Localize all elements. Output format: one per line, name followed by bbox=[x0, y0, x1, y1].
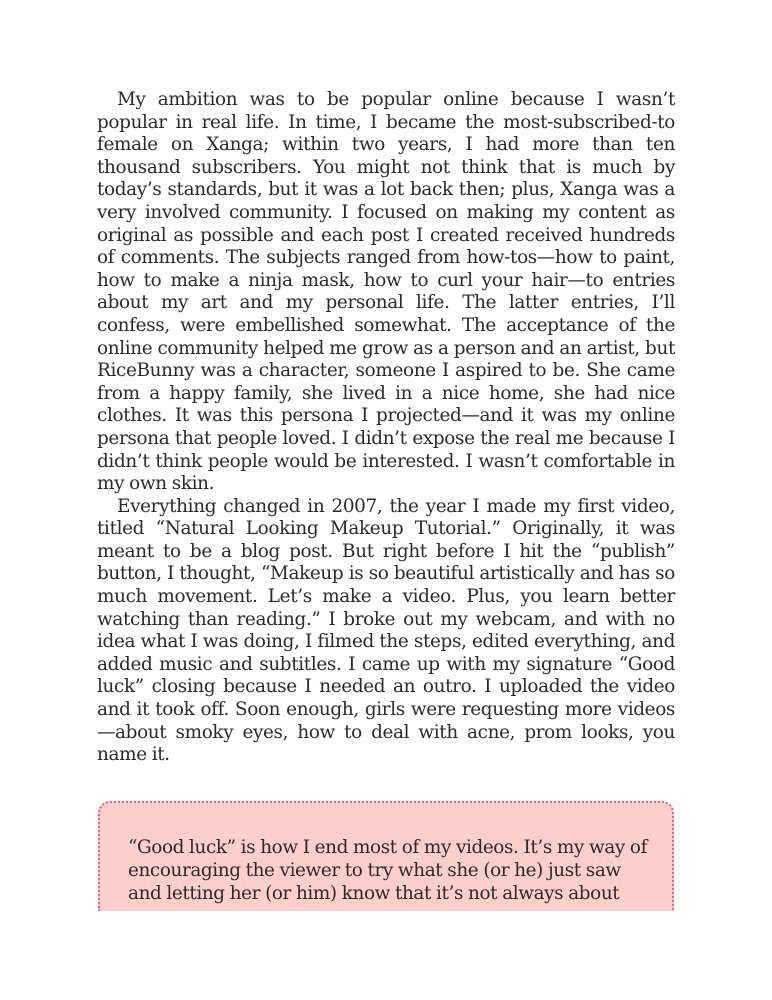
paragraph-first-video: Everything changed in 2007, the year I made my first video, titled “Natural Looking Makeup Tutorial.” Originally, it was meant to be a blog post. But right before I hit the “publish” button, I thought, “Makeup is so beautiful artistically and has so much movement. Let’s make a video. Plus, you learn better watching than reading.” I broke out my webcam, and with no idea what I was doing, I filmed the steps, edited everything, and added music and subtitles. I came up with my signature “Good luck” closing because I needed an outro. I uploaded the video and it took off. Soon enough, girls were requesting more videos —about smoky eyes, how to deal with acne, prom looks, you name it. bbox=[97, 495, 675, 766]
sidebar-callout-box bbox=[98, 801, 674, 911]
body-text bbox=[97, 89, 675, 767]
paragraph-ambition: My ambition was to be popular online because I wasn’t popular in real life. In time, I became the most-subscribed-to female on Xanga; within two years, I had more than ten thousand subscribers. You might not think that is much by today’s standards, but it was a lot back then; plus, Xanga was a very involved community. I focused on making my content as original as possible and each post I created received hundreds of comments. The subjects ranged from how-tos—how to paint, how to make a ninja mask, how to curl your hair—to entries about my art and my personal life. The latter entries, I’ll confess, were embellished somewhat. The acceptance of the online community helped me grow as a person and an artist, but RiceBunny was a character, someone I aspired to be. She came from a happy family, she lived in a nice home, she had nice clothes. It was this persona I projected—and it was my online persona that people loved. I didn’t expose the real me because I didn’t think people would be interested. I wasn’t comfortable in my own skin. bbox=[97, 89, 675, 495]
sidebar-callout-text: “Good luck” is how I end most of my videos. It’s my way of encouraging the viewer to try what she (or he) just saw and letting her (or him) know that it’s not always about bbox=[128, 837, 647, 904]
